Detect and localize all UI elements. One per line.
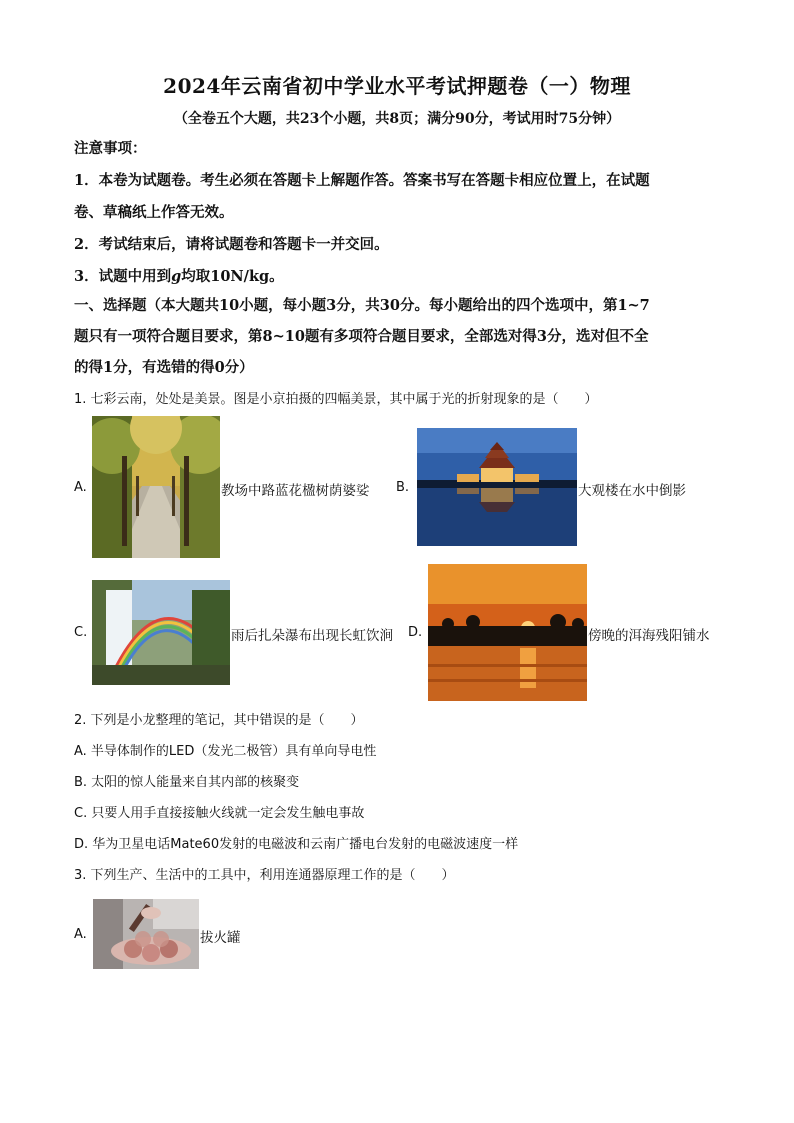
q1-option-c-caption: 雨后扎朵瀑布出现长虹饮涧 xyxy=(231,628,393,644)
q1-option-a-caption: 教场中路蓝花楹树荫婆娑 xyxy=(221,483,370,499)
note-item-1-line-1: 1．本卷为试题卷。考生必须在答题卡上解题作答。答案书写在答题卡相应位置上，在试题 xyxy=(74,172,650,189)
section-1-line-3: 的得1分，有选错的得0分） xyxy=(74,359,254,376)
q3-option-a-caption: 拔火罐 xyxy=(200,930,241,946)
tree-lined-road-photo xyxy=(92,416,220,558)
note-item-1-line-2: 卷、草稿纸上作答无效。 xyxy=(74,204,234,221)
cupping-jars-photo xyxy=(93,899,199,969)
q2-option-d: D. 华为卫星电话Mate60发射的电磁波和云南广播电台发射的电磁波速度一样 xyxy=(74,837,519,852)
q1-option-b-caption: 大观楼在水中倒影 xyxy=(578,483,686,499)
q2-option-c: C. 只要人用手直接接触火线就一定会发生触电事故 xyxy=(74,806,365,821)
sunset-lake-photo xyxy=(428,564,587,701)
exam-subtitle: （全卷五个大题，共23个小题，共8页；满分90分，考试用时75分钟） xyxy=(173,111,621,127)
note-item-2: 2．考试结束后，请将试题卷和答题卡一并交回。 xyxy=(74,236,389,253)
note-item-3-post: 均取10N/kg。 xyxy=(181,268,284,285)
pavilion-reflection-photo xyxy=(417,428,577,546)
q3-option-a-letter: A. xyxy=(74,927,87,942)
waterfall-rainbow-photo xyxy=(92,580,230,685)
q2-option-b: B. 太阳的惊人能量来自其内部的核聚变 xyxy=(74,775,300,790)
question-1-stem: 1. 七彩云南，处处是美景。图是小京拍摄的四幅美景，其中属于光的折射现象的是（ ） xyxy=(74,392,598,407)
notes-heading: 注意事项： xyxy=(74,140,147,157)
note-item-3-pre: 3．试题中用到 xyxy=(74,268,172,285)
q1-option-b-letter: B. xyxy=(396,480,410,495)
section-1-line-1: 一、选择题（本大题共10小题，每小题3分，共30分。每小题给出的四个选项中，第1~7 xyxy=(74,297,650,314)
note-item-3 xyxy=(74,267,724,287)
q2-option-a: A. 半导体制作的LED（发光二极管）具有单向导电性 xyxy=(74,744,377,759)
section-1-line-2: 题只有一项符合题目要求，第8~10题有多项符合题目要求，全部选对得3分，选对但不全 xyxy=(74,328,649,345)
question-2-stem: 2. 下列是小龙整理的笔记，其中错误的是（ ） xyxy=(74,713,364,728)
q1-option-c-letter: C. xyxy=(74,625,88,640)
note-item-3-var: g xyxy=(171,268,182,285)
q1-option-d-letter: D. xyxy=(408,625,423,640)
question-3-stem: 3. 下列生产、生活中的工具中，利用连通器原理工作的是（ ） xyxy=(74,868,455,883)
q1-option-d-caption: 傍晚的洱海残阳铺水 xyxy=(588,628,710,644)
q1-option-a-letter: A. xyxy=(74,480,87,495)
page-title: 2024年云南省初中学业水平考试押题卷（一）物理 xyxy=(163,74,631,98)
